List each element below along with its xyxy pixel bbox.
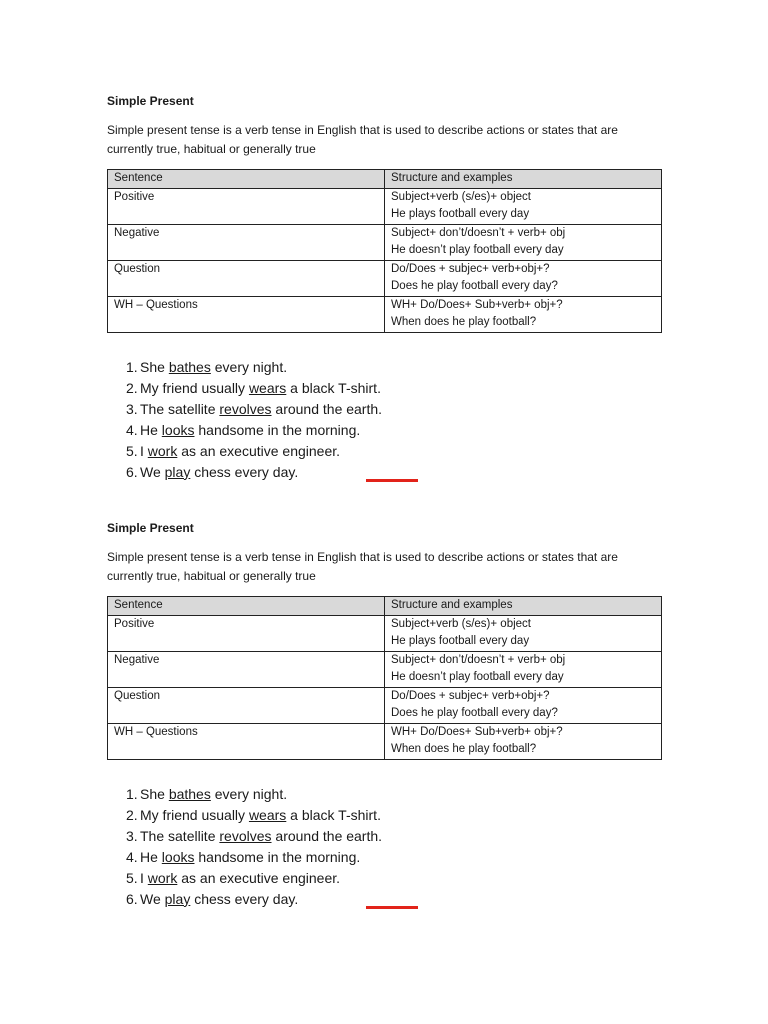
sentence-type-cell: Positive: [108, 615, 385, 651]
structure-example: When does he play football?: [391, 316, 537, 328]
red-underline-mark: [366, 479, 418, 482]
structure-cell: [385, 615, 662, 651]
example-list: [126, 784, 662, 910]
underlined-verb: work: [147, 869, 178, 886]
structure-example: He doesn’t play football every day: [391, 244, 564, 256]
example-list: [126, 357, 662, 483]
list-item: [126, 378, 662, 399]
text-after: around the earth.: [271, 400, 383, 417]
underlined-verb: work: [147, 442, 178, 459]
structure-formula: Do/Does + subjec+ verb+obj+?: [391, 262, 550, 275]
structure-example: He plays football every day: [391, 635, 530, 647]
list-item: [126, 868, 662, 889]
underlined-verb: play: [164, 890, 191, 907]
structure-cell: [385, 687, 662, 723]
sentence-type-cell: Question: [108, 687, 385, 723]
table-row: [108, 723, 662, 759]
section-2: [107, 520, 662, 910]
text-after: every night.: [210, 358, 288, 375]
text-before: The satellite: [140, 400, 220, 417]
text-after: every night.: [210, 785, 288, 802]
text-before: My friend usually: [140, 379, 249, 396]
structure-formula: Subject+verb (s/es)+ object: [391, 190, 531, 203]
structure-example: Does he play football every day?: [391, 280, 558, 292]
list-item: [126, 399, 662, 420]
item-number: 6.: [126, 463, 138, 480]
item-number: 3.: [126, 400, 138, 417]
table-row: [108, 615, 662, 651]
section-1: [107, 93, 662, 483]
text-before: The satellite: [140, 827, 220, 844]
list-item: [126, 826, 662, 847]
structure-cell: [385, 296, 662, 332]
structure-formula: Subject+verb (s/es)+ object: [391, 617, 531, 630]
sentence-type-cell: WH – Questions: [108, 723, 385, 759]
sentence-type-cell: Positive: [108, 188, 385, 224]
column-header-sentence: Sentence: [108, 170, 385, 189]
text-before: She: [140, 785, 169, 802]
text-before: I: [140, 869, 148, 886]
structure-formula: Subject+ don’t/doesn’t + verb+ obj: [391, 226, 566, 239]
structure-example: Does he play football every day?: [391, 707, 558, 719]
underlined-verb: looks: [161, 848, 195, 865]
text-before: He: [140, 421, 162, 438]
structure-example: When does he play football?: [391, 743, 537, 755]
text-after: a black T-shirt.: [286, 379, 381, 396]
structure-formula: Do/Does + subjec+ verb+obj+?: [391, 689, 550, 702]
item-number: 1.: [126, 785, 138, 802]
list-item: [126, 357, 662, 378]
section-heading: Simple Present: [107, 94, 194, 108]
structure-formula: WH+ Do/Does+ Sub+verb+ obj+?: [391, 298, 563, 311]
list-item: [126, 889, 662, 910]
table-header-row: [108, 170, 662, 189]
tense-table: [107, 169, 662, 333]
text-after: as an executive engineer.: [177, 869, 341, 886]
item-number: 6.: [126, 890, 138, 907]
table-header-row: [108, 597, 662, 616]
tense-table: [107, 596, 662, 760]
list-item: [126, 441, 662, 462]
underlined-verb: looks: [161, 421, 195, 438]
underlined-verb: revolves: [219, 827, 272, 844]
sentence-type-cell: WH – Questions: [108, 296, 385, 332]
structure-cell: [385, 188, 662, 224]
sentence-type-cell: Negative: [108, 224, 385, 260]
underlined-verb: bathes: [168, 358, 211, 375]
sentence-type-cell: Question: [108, 260, 385, 296]
item-number: 5.: [126, 442, 138, 459]
item-number: 4.: [126, 848, 138, 865]
section-heading: Simple Present: [107, 521, 194, 535]
item-number: 3.: [126, 827, 138, 844]
text-after: chess every day.: [190, 463, 299, 480]
text-after: handsome in the morning.: [194, 848, 361, 865]
table-row: [108, 687, 662, 723]
column-header-structure: Structure and examples: [385, 597, 662, 616]
intro-paragraph: Simple present tense is a verb tense in English that is used to describe actions or states that are currently true, habitual or generally true: [107, 550, 618, 583]
item-number: 1.: [126, 358, 138, 375]
structure-cell: [385, 260, 662, 296]
sentence-type-cell: Negative: [108, 651, 385, 687]
intro-paragraph: Simple present tense is a verb tense in English that is used to describe actions or states that are currently true, habitual or generally true: [107, 123, 618, 156]
text-after: around the earth.: [271, 827, 383, 844]
item-number: 5.: [126, 869, 138, 886]
list-item: [126, 784, 662, 805]
table-row: [108, 224, 662, 260]
list-item: [126, 847, 662, 868]
text-after: as an executive engineer.: [177, 442, 341, 459]
structure-cell: [385, 723, 662, 759]
structure-formula: WH+ Do/Does+ Sub+verb+ obj+?: [391, 725, 563, 738]
table-row: [108, 188, 662, 224]
list-item: [126, 462, 662, 483]
column-header-structure: Structure and examples: [385, 170, 662, 189]
structure-example: He doesn’t play football every day: [391, 671, 564, 683]
text-before: She: [140, 358, 169, 375]
text-before: He: [140, 848, 162, 865]
item-number: 2.: [126, 806, 138, 823]
text-before: We: [140, 890, 165, 907]
table-row: [108, 651, 662, 687]
item-number: 4.: [126, 421, 138, 438]
text-after: a black T-shirt.: [286, 806, 381, 823]
column-header-sentence: Sentence: [108, 597, 385, 616]
table-row: [108, 296, 662, 332]
structure-formula: Subject+ don’t/doesn’t + verb+ obj: [391, 653, 566, 666]
underlined-verb: play: [164, 463, 191, 480]
structure-example: He plays football every day: [391, 208, 530, 220]
text-before: We: [140, 463, 165, 480]
structure-cell: [385, 651, 662, 687]
underlined-verb: revolves: [219, 400, 272, 417]
underlined-verb: wears: [248, 806, 287, 823]
underlined-verb: wears: [248, 379, 287, 396]
underlined-verb: bathes: [168, 785, 211, 802]
red-underline-mark: [366, 906, 418, 909]
text-after: chess every day.: [190, 890, 299, 907]
text-before: I: [140, 442, 148, 459]
text-after: handsome in the morning.: [194, 421, 361, 438]
structure-cell: [385, 224, 662, 260]
list-item: [126, 805, 662, 826]
text-before: My friend usually: [140, 806, 249, 823]
item-number: 2.: [126, 379, 138, 396]
list-item: [126, 420, 662, 441]
table-row: [108, 260, 662, 296]
